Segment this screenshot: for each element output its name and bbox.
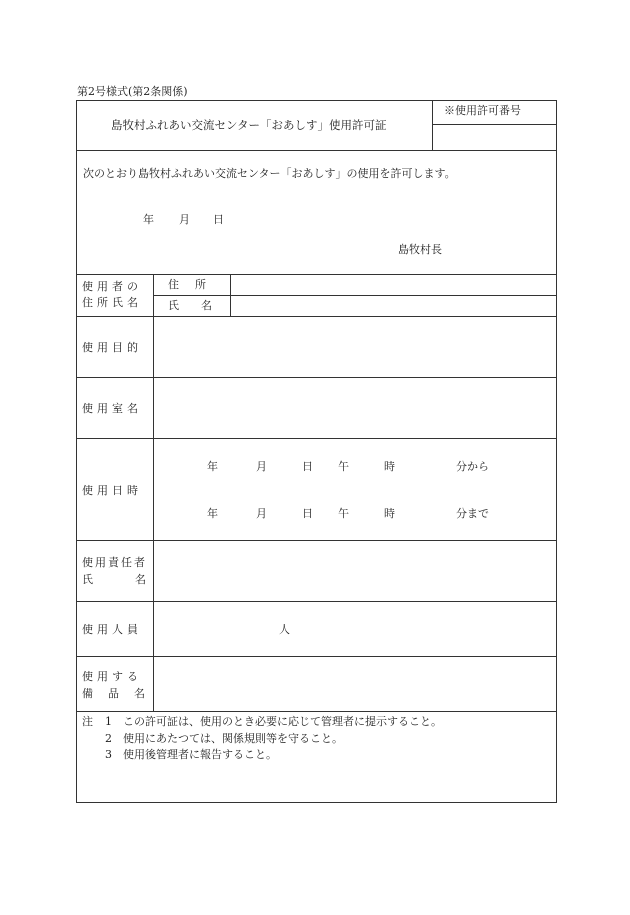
equipment-label-line2: 備品名 xyxy=(82,687,160,700)
note-number: 3 xyxy=(105,748,112,761)
permit-number-label: ※使用許可番号 xyxy=(444,104,521,117)
note-text: 使用後管理者に報告すること。 xyxy=(123,748,277,761)
responsible-label-line2: 氏名 xyxy=(82,573,188,586)
permit-statement: 次のとおり島牧村ふれあい交流センター「おあしす」の使用を許可します。 xyxy=(83,167,456,180)
table-border-right xyxy=(556,100,557,803)
row-divider-headcount xyxy=(76,656,557,657)
from-minute: 分から xyxy=(456,460,489,473)
from-month: 月 xyxy=(256,460,267,473)
form-label: 第2号様式(第2条関係) xyxy=(77,85,188,98)
row-divider-title xyxy=(76,150,557,151)
row-divider-equipment xyxy=(76,711,557,712)
to-hour: 時 xyxy=(384,507,395,520)
note-text: 使用にあたつては、関係規則等を守ること。 xyxy=(123,732,343,745)
table-border-bottom xyxy=(76,802,557,803)
row-divider-statement xyxy=(76,274,557,275)
equipment-field[interactable] xyxy=(156,658,554,710)
user-label-line1: 使用者の xyxy=(82,280,142,293)
user-label-line2: 住所氏名 xyxy=(82,296,142,309)
name-label: 氏名 xyxy=(168,299,234,312)
form-title: 島牧村ふれあい交流センター「おあしす」使用許可証 xyxy=(111,118,387,132)
row-divider-room xyxy=(76,438,557,439)
permit-number-value[interactable] xyxy=(440,130,550,146)
date-day: 日 xyxy=(213,213,224,226)
row-divider-purpose xyxy=(76,377,557,378)
address-label: 住所 xyxy=(168,278,222,291)
to-ampm: 午 xyxy=(338,507,349,520)
from-hour: 時 xyxy=(384,460,395,473)
note-number: 2 xyxy=(105,732,112,745)
responsible-label-line1: 使用責任者 xyxy=(82,556,147,569)
address-field[interactable] xyxy=(232,276,554,294)
note-text: この許可証は、使用のとき必要に応じて管理者に提示すること。 xyxy=(123,715,442,728)
from-day: 日 xyxy=(302,460,313,473)
row-divider-datetime xyxy=(76,540,557,541)
purpose-field[interactable] xyxy=(156,318,554,376)
table-border-top xyxy=(76,100,557,101)
notes-prefix: 注 xyxy=(82,715,93,728)
issuer-name: 島牧村長 xyxy=(398,243,442,256)
row-divider-address xyxy=(153,295,556,296)
headcount-label: 使用人員 xyxy=(82,623,142,636)
to-month: 月 xyxy=(256,507,267,520)
row-divider-responsible xyxy=(76,601,557,602)
permit-number-split xyxy=(432,124,556,125)
date-month: 月 xyxy=(179,213,190,226)
headcount-unit: 人 xyxy=(279,623,290,636)
room-label: 使用室名 xyxy=(82,402,142,415)
purpose-label: 使用目的 xyxy=(82,341,142,354)
name-field[interactable] xyxy=(232,297,554,315)
responsible-field[interactable] xyxy=(156,542,554,600)
from-year: 年 xyxy=(207,460,218,473)
equipment-label-line1: 使用する xyxy=(82,670,142,683)
headcount-field[interactable] xyxy=(156,603,274,655)
to-day: 日 xyxy=(302,507,313,520)
row-divider-user xyxy=(76,316,557,317)
permit-number-divider xyxy=(432,100,433,150)
note-number: 1 xyxy=(105,715,112,728)
table-border-left xyxy=(76,100,77,803)
from-ampm: 午 xyxy=(338,460,349,473)
datetime-label: 使用日時 xyxy=(82,484,142,497)
to-minute: 分まで xyxy=(456,507,489,520)
to-year: 年 xyxy=(207,507,218,520)
date-year: 年 xyxy=(143,213,154,226)
room-field[interactable] xyxy=(156,379,554,437)
label-column-divider xyxy=(153,274,154,712)
